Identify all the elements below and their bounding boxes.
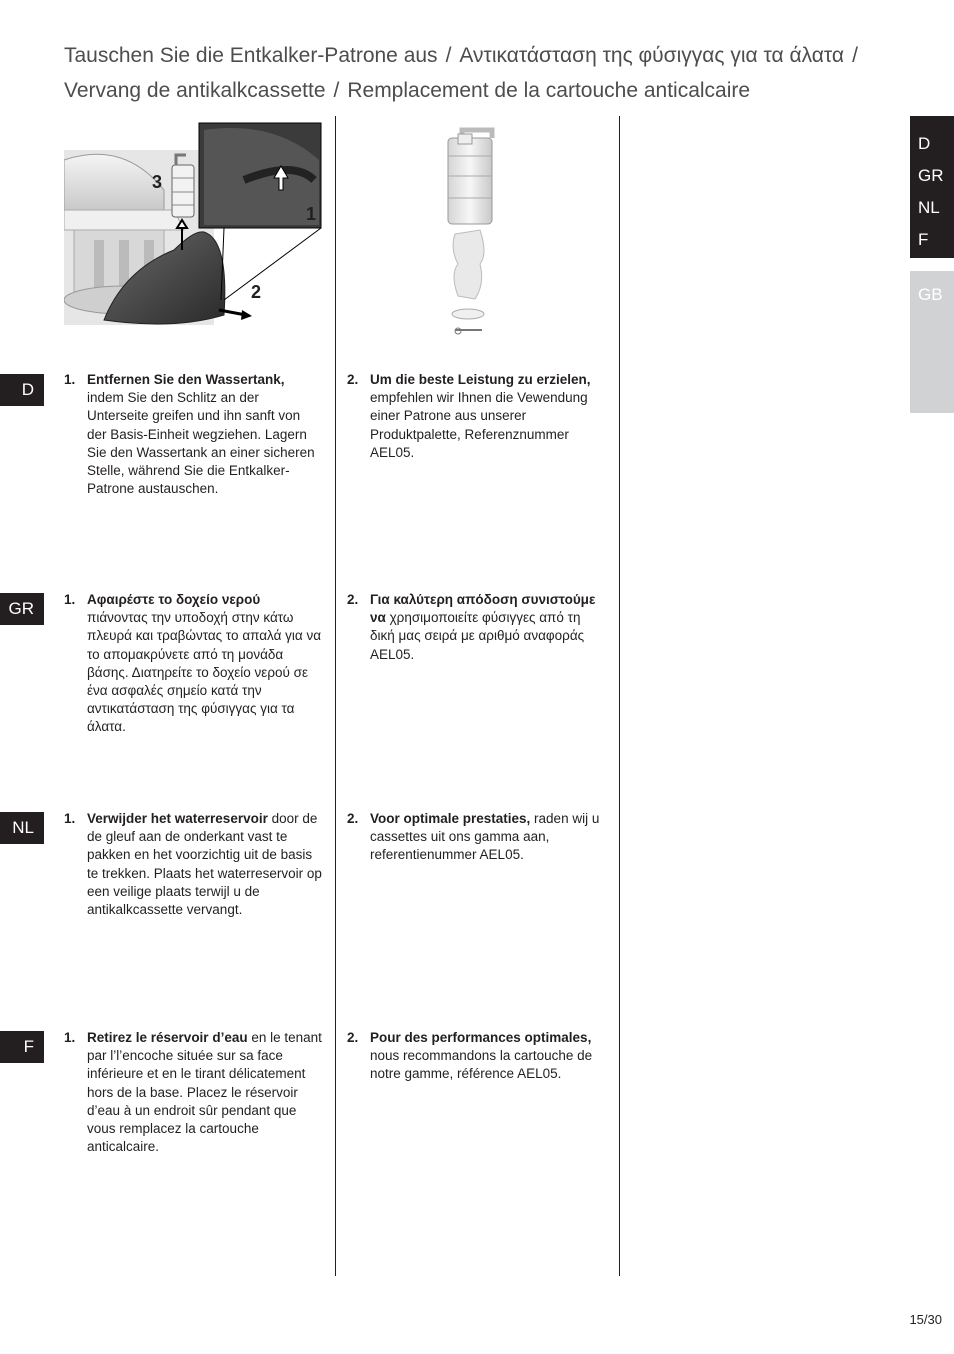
- title-gr: Αντικατάσταση της φύσιγγας για τα άλατα: [459, 44, 845, 67]
- step-number: 1.: [64, 1030, 76, 1045]
- step-number: 1.: [64, 811, 76, 826]
- step-number: 2.: [347, 811, 359, 826]
- lang-tab-f: F: [0, 1031, 44, 1063]
- lang-index-d: D: [918, 134, 931, 153]
- step-lead: Entfernen Sie den Wassertank,: [87, 372, 285, 387]
- column-divider-2: [619, 116, 620, 1276]
- step-number: 1.: [64, 372, 76, 387]
- page-number: 15/30: [909, 1312, 942, 1327]
- figure-label-1: 1: [306, 204, 317, 224]
- step-number: 2.: [347, 592, 359, 607]
- title-separator: /: [852, 44, 858, 67]
- step-2-gr: [347, 591, 605, 664]
- step-1-fr: [64, 1029, 322, 1156]
- step-1-de: [64, 371, 322, 498]
- column-divider-1: [335, 116, 336, 1276]
- water-tank-illustration: [64, 120, 324, 330]
- step-number: 2.: [347, 372, 359, 387]
- step-body: raden wij u cassettes uit ons gamma aan, referentienummer AEL05.: [370, 811, 600, 863]
- step-body: χρησιμοποιείτε φύσιγγες από τη δική μας σειρά με αριθμό αναφοράς AEL05.: [370, 610, 585, 662]
- step-lead: Voor optimale prestaties,: [370, 811, 531, 826]
- cartridge-illustration: [440, 124, 500, 342]
- lang-index-gb: GB: [918, 285, 943, 304]
- step-body: πιάνοντας την υποδοχή στην κάτω πλευρά και τραβώντας το απαλά για να το απομακρύνετε από τη μονάδα βάσης. Διατηρείτε το δοχείο νερού σε ένα ασφαλές σημείο κατά την αντικατάσταση της φύσιγγας για τα άλατα.: [87, 610, 322, 735]
- title-nl: Vervang de antikalkcassette: [64, 79, 326, 102]
- lang-index-gr: GR: [918, 166, 944, 185]
- lang-tab-d: D: [0, 374, 44, 406]
- step-number: 1.: [64, 592, 76, 607]
- step-lead: Αφαιρέστε το δοχείο νερού: [87, 592, 261, 607]
- step-2-fr: [347, 1029, 605, 1084]
- lang-tab-gr: GR: [0, 593, 44, 625]
- figure-cartridge: [440, 124, 500, 342]
- title-fr: Remplacement de la cartouche anticalcaire: [347, 79, 751, 102]
- step-1-gr: [64, 591, 322, 737]
- step-number: 2.: [347, 1030, 359, 1045]
- step-1-nl: [64, 810, 322, 919]
- figure-remove-water-tank: [64, 120, 324, 330]
- step-body: nous recommandons la cartouche de notre gamme, référence AEL05.: [370, 1048, 593, 1082]
- figure-label-3: 3: [152, 172, 163, 192]
- language-index-active: [910, 116, 954, 258]
- figure-label-2: 2: [251, 282, 262, 302]
- step-body: door de de gleuf aan de onderkant vast te pakken en het voorzichtig uit de basis te trekken. Plaats het waterreservoir op een veilige plaats terwijl u de antikalkcassette vervangt.: [87, 811, 322, 918]
- step-lead: Retirez le réservoir d’eau: [87, 1030, 248, 1045]
- title-de: Tauschen Sie die Entkalker-Patrone aus: [64, 44, 438, 67]
- step-body: empfehlen wir Ihnen die Vewendung einer Patrone aus unserer Produktpalette, Referenznummer AEL05.: [370, 390, 588, 460]
- step-lead: Για καλύτερη απόδοση συνιστούμε να: [370, 592, 596, 626]
- title-separator: /: [445, 44, 452, 67]
- step-body: en le tenant par l’l’encoche située sur sa face inférieure et en le tirant délicatement hors de la base. Placez le réservoir d’eau à un endroit sûr pendant que vous remplacez la cartouche anticalcaire.: [87, 1030, 322, 1155]
- title-separator: /: [333, 79, 340, 102]
- lang-tab-nl: NL: [0, 812, 44, 844]
- language-index-gb: [910, 271, 954, 413]
- lang-index-f: F: [918, 230, 929, 249]
- step-lead: Verwijder het waterreservoir: [87, 811, 268, 826]
- lang-index-nl: NL: [918, 198, 940, 217]
- step-2-de: [347, 371, 605, 462]
- step-lead: Um die beste Leistung zu erzielen,: [370, 372, 591, 387]
- step-2-nl: [347, 810, 605, 865]
- step-body: indem Sie den Schlitz an der Unterseite greifen und ihn sanft von der Basis-Einheit wegziehen. Lagern Sie den Wassertank an einer sicheren Stelle, während Sie die Entkalker-Patrone austauschen.: [87, 390, 315, 497]
- page-title: [64, 38, 894, 108]
- step-lead: Pour des performances optimales,: [370, 1030, 592, 1045]
